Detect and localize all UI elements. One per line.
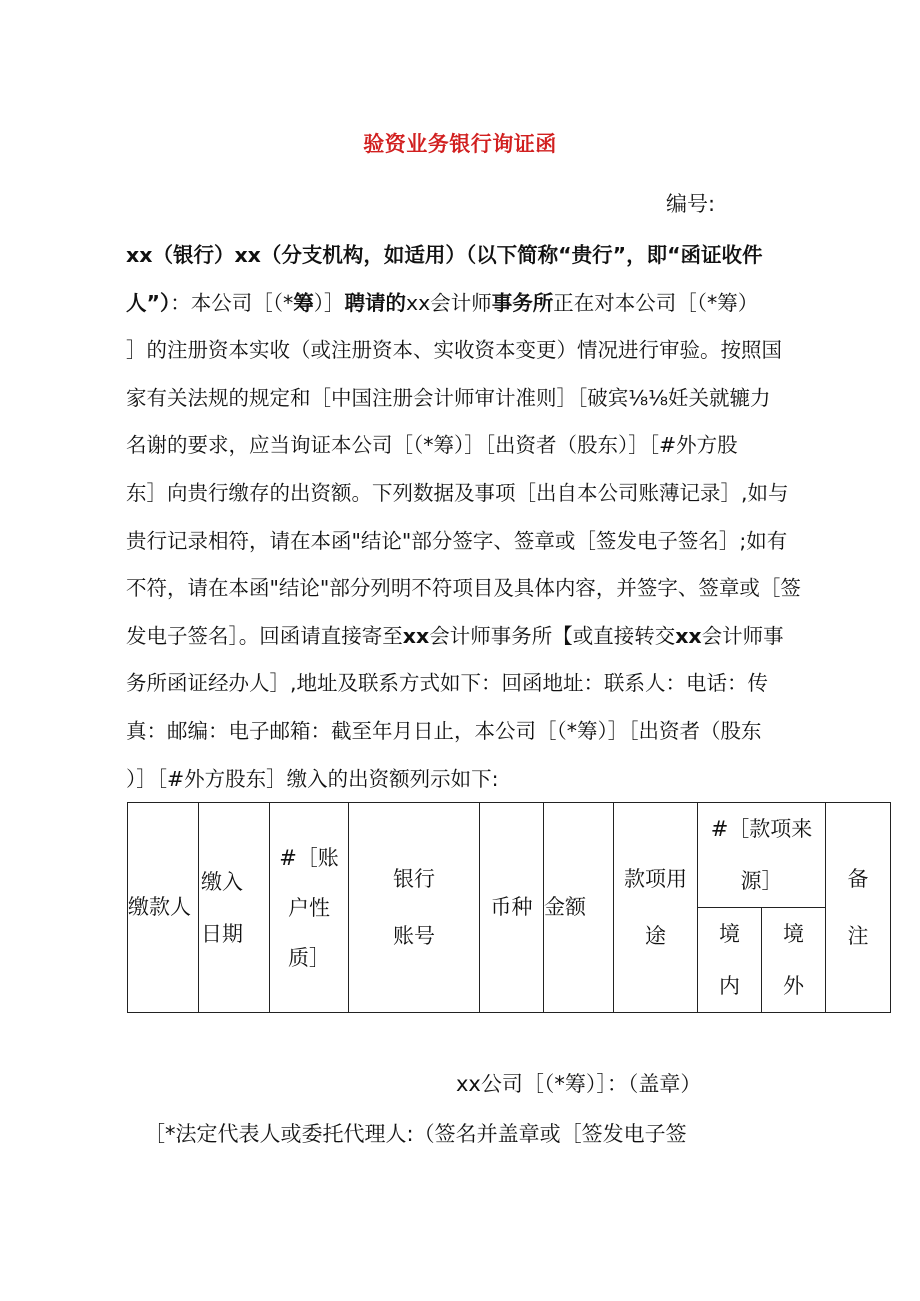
body-text-segment: xx [402,623,430,648]
header-domestic: 境 内 [698,908,762,1013]
body-text-segment: xx [675,623,702,648]
body-text-segment: 不符，请在本函"结论"部分列明不符项目及具体内容，并签字、签章或［签 [126,576,801,601]
body-text-segment: 聘请的 [344,290,406,315]
letter-body [126,232,886,803]
body-line [126,518,886,566]
header-fund-source: #［款项来 源］ [698,803,826,908]
body-text-segment: 会计师事 [701,623,784,648]
header-currency: 币种 [480,803,544,1013]
header-foreign: 境 外 [762,908,826,1013]
body-line [126,422,886,470]
body-text-segment: 贵行记录相符，请在本函"结论"部分签字、签章或［签发电子签名］;如有 [126,528,788,553]
body-text-segment: xx（银行）xx（分支机构，如适用）（以下简称“贵行”，即“函证收件 [126,243,763,267]
body-text-segment: 家有关法规的规定和［中国注册会计师审计准则］［破宾⅛⅛妊关就辘力 [126,385,771,410]
header-deposit-date: 缴入 日期 [199,803,270,1013]
header-purpose: 款项用 途 [614,803,698,1013]
header-bank-account: 银行 账号 [349,803,480,1013]
body-text-segment: 会计师事务所【或直接转交 [429,623,676,648]
body-line [126,613,886,661]
header-payer: 缴款人 [128,803,199,1013]
body-text-segment: 发电子签名］。回函请直接寄至 [126,623,403,648]
body-line [126,232,886,280]
body-text-segment: 名谢的要求，应当询证本公司［（*筹）］［出资者（股东）］［#外方股 [126,433,738,458]
body-text-segment: ］的注册资本实收（或注册资本、实收资本变更）情况进行审验。按照国 [126,338,782,363]
company-signature-line: xx公司［（*筹）］：（盖章） [456,1072,702,1096]
body-line [126,327,886,375]
header-remark: 备 注 [826,803,891,1013]
body-text-segment: ）］ [313,290,345,315]
body-text-segment: 真：邮编：电子邮箱：截至年月日止，本公司［（*筹）］［出资者（股东 [126,718,762,743]
body-line [126,756,886,804]
body-line [126,660,886,708]
body-line [126,470,886,518]
letter-title: 验资业务银行询证函 [363,132,557,156]
body-text-segment: 正在对本公司［（*筹） [553,290,759,315]
body-text-segment: 筹 [293,290,314,315]
body-text-segment: 事务所 [491,290,554,315]
doc-number-label: 编号: [666,192,716,216]
representative-signature-line: ［*法定代表人或委托代理人:（签名并盖章或［签发电子签 [144,1122,687,1146]
header-amount: 金额 [544,803,614,1013]
body-text-segment: 东］向贵行缴存的出资额。下列数据及事项［出自本公司账薄记录］,如与 [126,480,789,505]
body-text-segment: ：本公司［（* [170,290,294,315]
body-line [126,565,886,613]
header-account-nature: #［账 户性 质］ [270,803,349,1013]
body-text-segment: 务所函证经办人］,地址及联系方式如下：回函地址：联系人：电话：传 [126,671,769,696]
body-text-segment: 人”） [126,290,171,315]
body-line [126,280,886,328]
body-line [126,708,886,756]
body-text-segment: xx会计师 [405,290,492,315]
body-line [126,375,886,423]
body-text-segment: ）］［#外方股东］缴入的出资额列示如下: [126,766,499,791]
deposit-table [127,802,891,1013]
